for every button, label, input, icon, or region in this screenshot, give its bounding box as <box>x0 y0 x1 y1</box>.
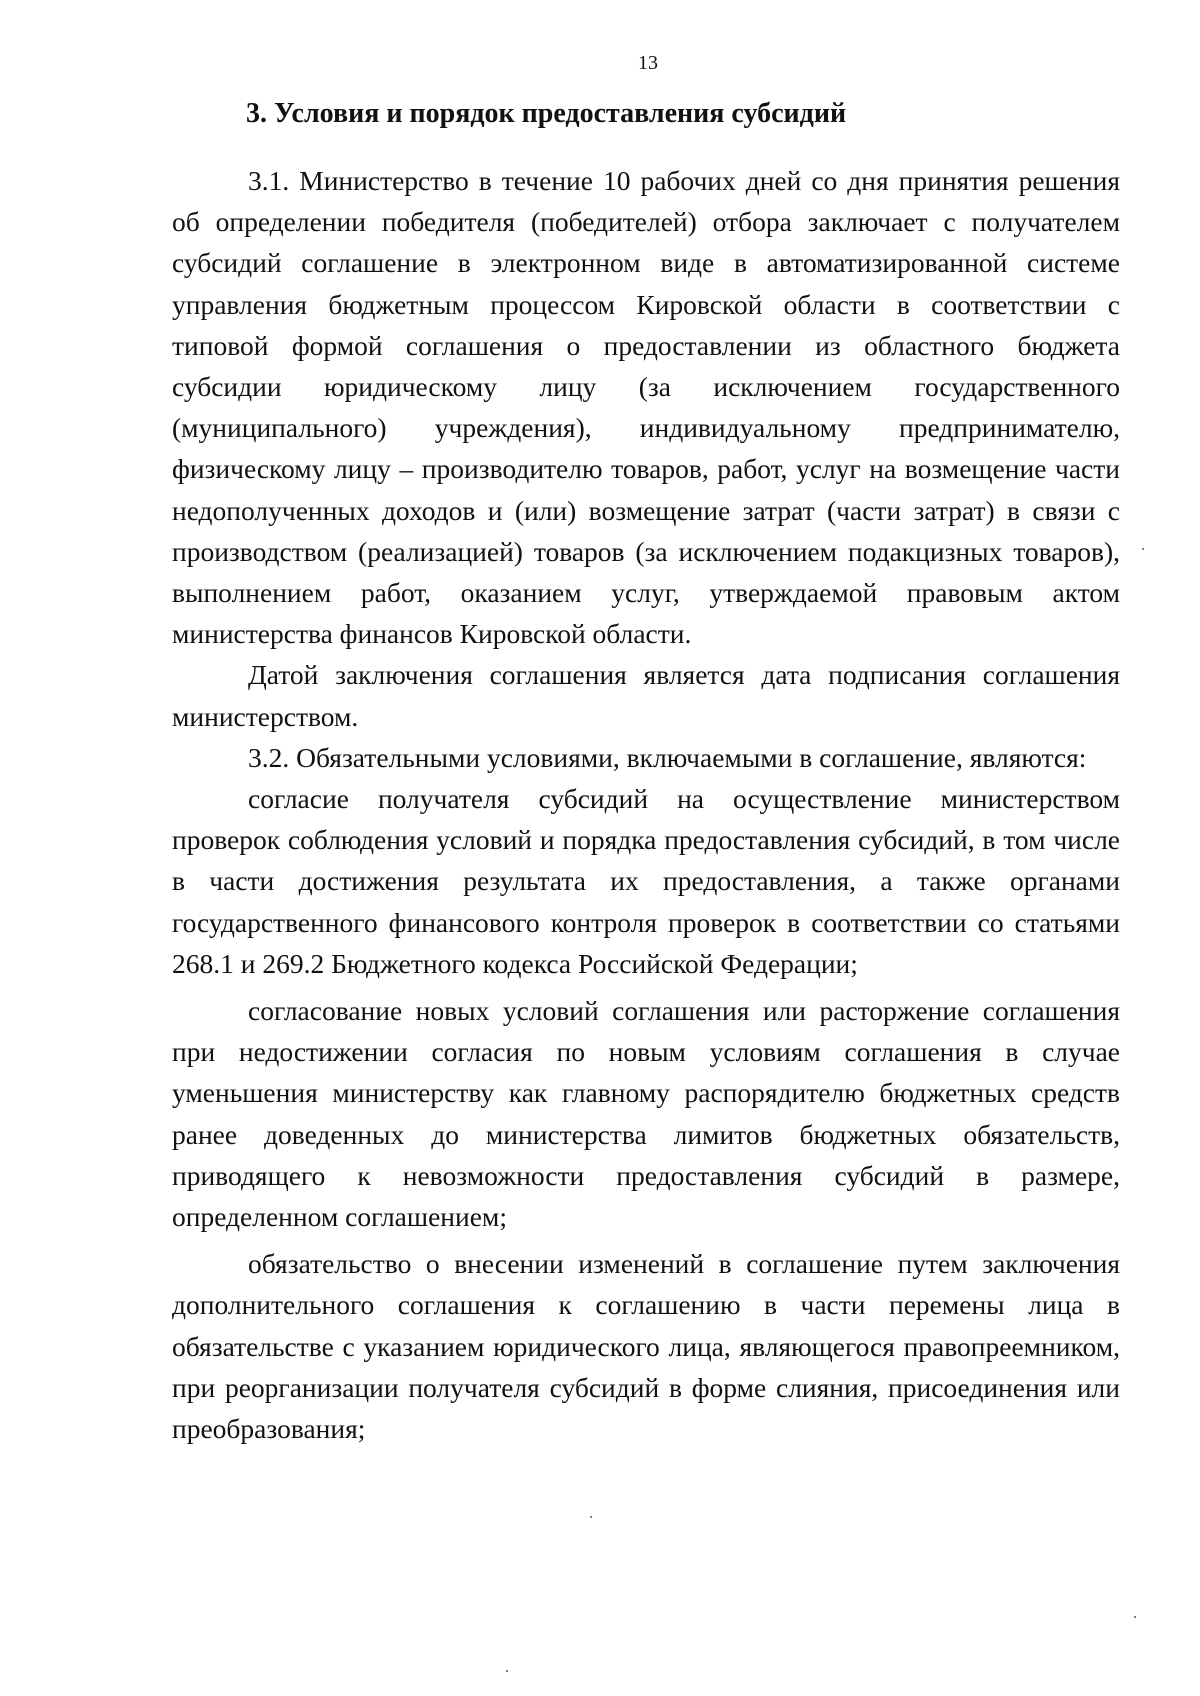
scan-speck <box>506 1670 508 1672</box>
paragraph-3-2: 3.2. Обязательными условиями, включаемыми в соглашение, являются: <box>248 741 1087 773</box>
paragraph-condition-consent: согласие получателя субсидий на осуществление министерством проверок соблюдения условий и порядка предоставления субсидий, в том числе в части достижения результата их предоставления, а также органами государственного финансового контроля проверок в соответствии со статьями 268.1 и 269.2 Бюджетного кодекса Российской Федерации; <box>172 783 1120 979</box>
paragraph-condition-new-terms: согласование новых условий соглашения или расторжение соглашения при недостижении согласия по новым условиям соглашения в случае уменьшения министерству как главному распорядителю бюджетных средств ранее доведенных до министерства лимитов бюджетных обязательств, приводящего к невозможности предоставления субсидий в размере, определенном соглашением; <box>172 995 1120 1233</box>
scan-speck <box>1134 1616 1136 1618</box>
document-body <box>172 160 1120 1449</box>
paragraph-agreement-date: Датой заключения соглашения является дата подписания соглашения министерством. <box>172 659 1120 732</box>
section-title: 3. Условия и порядок предоставления субсидий <box>246 98 847 129</box>
scan-speck <box>590 1516 592 1518</box>
paragraph-condition-amendments: обязательство о внесении изменений в соглашение путем заключения дополнительного соглашения к соглашению в части перемены лица в обязательстве с указанием юридического лица, являющегося правопреемником, при реорганизации получателя субсидий в форме слияния, присоединения или преобразования; <box>172 1248 1120 1445</box>
scan-speck <box>1142 548 1144 550</box>
page-number: 13 <box>638 52 658 74</box>
paragraph-3-1: 3.1. Министерство в течение 10 рабочих дней со дня принятия решения об определении победителя (победителей) отбора заключает с получателем субсидий соглашение в электронном виде в автоматизированной системе управления бюджетным процессом Кировской области в соответствии с типовой формой соглашения о предоставлении из областного бюджета субсидии юридическому лицу (за исключением государственного (муниципального) учреждения), индивидуальному предпринимателю, физическому лицу – производителю товаров, работ, услуг на возмещение части недополученных доходов и (или) возмещение затрат (части затрат) в связи с производством (реализацией) товаров (за исключением подакцизных товаров), выполнением работ, оказанием услуг, утверждаемой правовым актом министерства финансов Кировской области. <box>172 165 1120 650</box>
